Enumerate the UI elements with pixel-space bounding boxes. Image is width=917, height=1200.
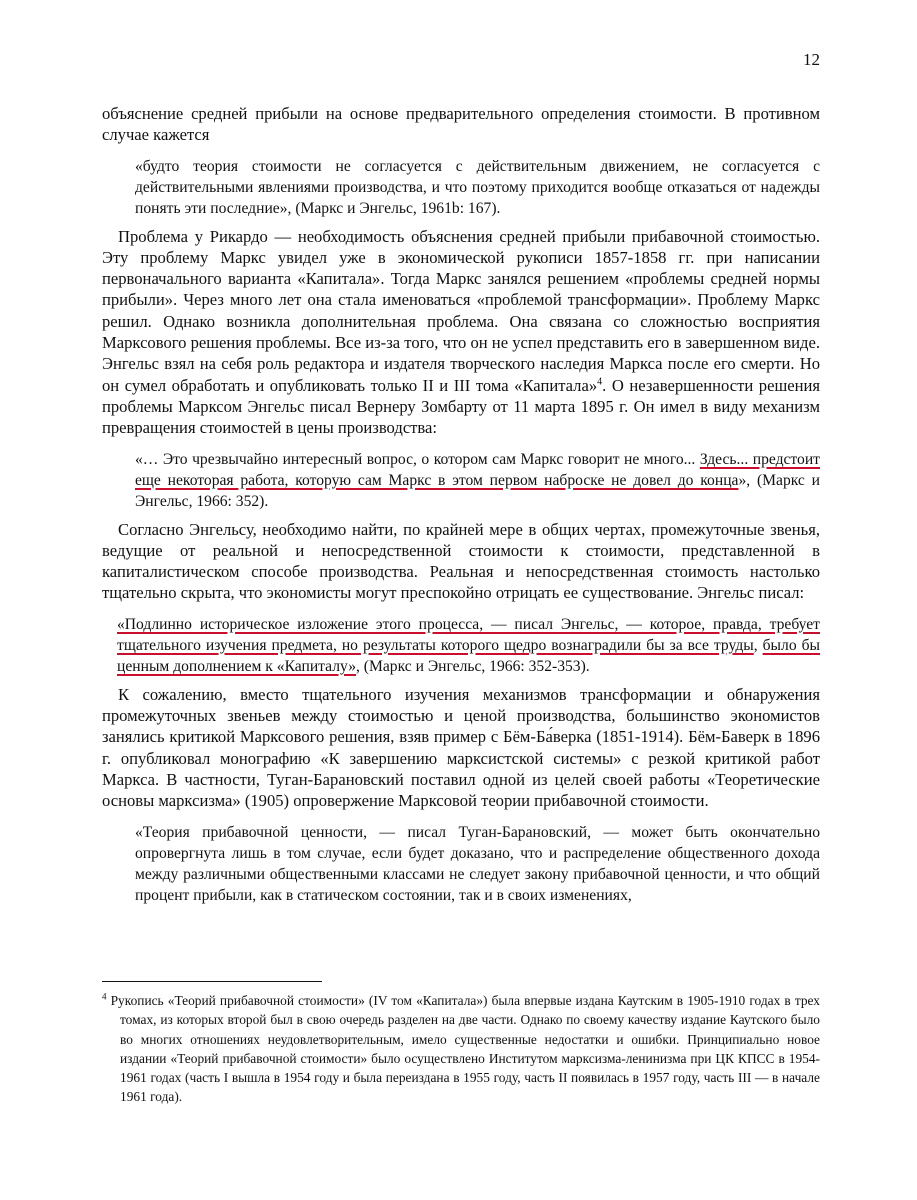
quote-2-highlight: Здесь... предстоит еще некоторая работа, которую сам Маркс в этом первом наброске не довел до конца xyxy=(135,450,821,489)
footnote-separator xyxy=(102,981,322,982)
paragraph-1: объяснение средней прибыли на основе предварительного определения стоимости. В противном случае кажется xyxy=(102,104,820,145)
paragraph-3: Согласно Энгельсу, необходимо найти, по крайней мере в общих чертах, промежуточные звенья, ведущие от реальной и непосредственной стоимости к стоимости, представленной в капиталистическом способе производства. Реальная и непосредственная стоимость настолько тщательно скрыта, что экономисты могут преспокойно отрицать ее существование. Энгельс писал: xyxy=(102,519,820,603)
footnote-4-text: Рукопись «Теорий прибавочной стоимости» (IV том «Капитала») была впервые издана Каутским в 1905-1910 годах в трех томах, из которых второй был в свою очередь разделен на две части. Однако по своему качеству издание Каутского было во многих отношениях неудовлетворительным, имело существенные недостатки и ошибки. Принципиально новое издании «Теорий прибавочной стоимости» было осуществлено Институтом марксизма-ленинизма при ЦК КПСС в 1954-1961 годах (часть I вышла в 1954 году и была переиздана в 1955 году, часть II появилась в 1957 году, часть III — в начале 1961 года). xyxy=(106,993,820,1105)
paragraph-4: К сожалению, вместо тщательного изучения механизмов трансформации и обнаружения промежуточных звеньев между стоимостью и ценой производства, большинство экономистов занялись критикой Марксового решения, взяв пример с Бём-Ба́верка (1851-1914). Бём-Баверк в 1896 г. опубликовал монографию «К завершению марксистской системы» с резкой критикой работ Маркса. В частности, Туган-Барановский поставил одной из целей своей работы «Теоретические основы марксизма» (1905) опровержение Марксовой теории прибавочной стоимости. xyxy=(102,684,820,811)
page-number: 12 xyxy=(803,50,820,69)
quote-4: «Теория прибавочной ценности, — писал Туган-Барановский, — может быть окончательно опровергнута лишь в том случае, если будет доказано, что и распределение общественного дохода между различными общественными классами не следует закону прибавочной ценности, и что общий процент прибыли, как в статическом состоянии, так и в своих изменениях, xyxy=(135,823,820,904)
footnote-4 xyxy=(102,991,820,1107)
quote-3-citation: , (Маркс и Энгельс, 1966: 352-353). xyxy=(356,657,590,675)
footnotes xyxy=(102,991,820,1107)
quote-1: «будто теория стоимости не согласуется с действительным движением, не согласуется с действительными явлениями производства, и что поэтому приходится вообще отказаться от надежды понять эти последние», (Маркс и Энгельс, 1961b: 167). xyxy=(135,157,820,217)
quote-3-highlight-2: было бы ценным дополнением к «Капиталу» xyxy=(117,636,820,675)
main-text xyxy=(102,103,820,906)
paragraph-2 xyxy=(102,226,820,439)
quote-3-highlight-1: «Подлинно историческое изложение этого процесса, — писал Энгельс, — которое, правда, требует тщательного изучения предмета, но результаты которого щедро вознаградили бы за все труды xyxy=(117,615,820,654)
quote-3-comma: , xyxy=(753,636,763,654)
quote-2-text: «… Это чрезвычайно интересный вопрос, о котором сам Маркс говорит не много... xyxy=(135,450,700,468)
quote-2 xyxy=(102,449,820,512)
footnote-ref-4[interactable]: 4 xyxy=(597,376,603,388)
paragraph-2-text-cont: . О незавершенности решения проблемы Марксом Энгельс писал Вернеру Зомбарту от 11 марта 1895 г. Он имел в виду механизм превращения стоимостей в цены производства: xyxy=(102,375,821,438)
quote-2-citation: », (Маркс и Энгельс, 1966: 352). xyxy=(135,471,820,510)
footnote-mark: 4 xyxy=(102,991,107,1002)
paragraph-2-text: Проблема у Рикардо — необходимость объяснения средней прибыли прибавочной стоимостью. Эту проблему Маркс увидел уже в экономической рукописи 1857-1858 гг. при написании первоначального варианта «Капитала». Тогда Маркс занялся решением «проблемы средней нормы прибыли». Через много лет она стала именоваться «проблемой трансформации». Проблему Маркс решил. Однако возникла дополнительная проблема. Она связана со сложностью восприятия Марксового решения проблемы. Все из-за того, что он не успел представить его в завершенном виде. Энгельс взял на себя роль редактора и издателя творческого наследия Маркса после его смерти. Но он сумел обработать и опубликовать только II и III тома «Капитала» xyxy=(102,226,820,395)
quote-3 xyxy=(102,614,820,677)
